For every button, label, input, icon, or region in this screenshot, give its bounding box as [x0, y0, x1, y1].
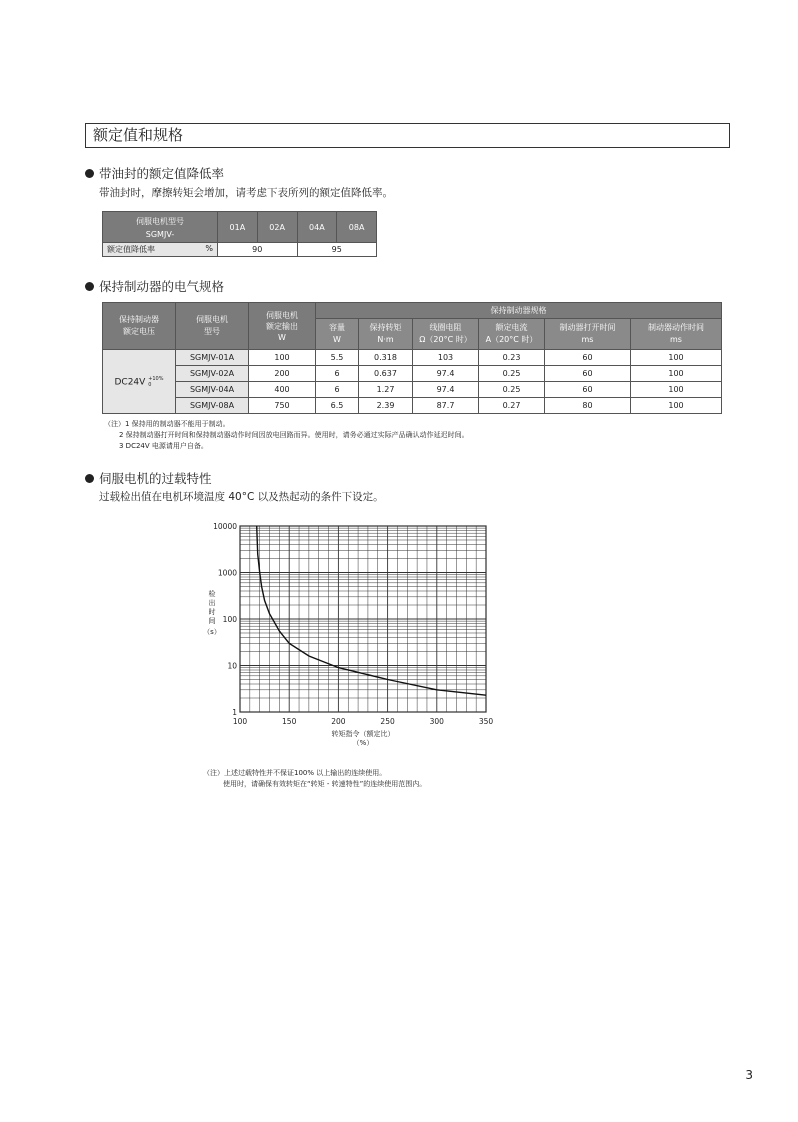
table-cell: 0.25	[479, 366, 545, 382]
note-line: （注）1 保持用的制动器不能用于制动。	[104, 420, 230, 428]
y-axis-label: 时	[208, 608, 216, 616]
table-cell: 6.5	[316, 398, 359, 414]
overload-heading	[85, 469, 212, 487]
table-cell: 5.5	[316, 350, 359, 366]
model-cell: SGMJV-01A	[176, 350, 249, 366]
capacity-header: 容量 W	[316, 319, 359, 350]
table-cell: 400	[249, 382, 316, 398]
code-cell: 01A	[218, 212, 258, 243]
model-label-cell	[103, 212, 218, 243]
x-axis-label: 转矩指令（额定比）	[331, 730, 395, 738]
rated-current-header: 额定电流 A（20°C 时）	[479, 319, 545, 350]
table-cell: 100	[631, 366, 722, 382]
x-tick-label: 200	[331, 717, 346, 726]
table-cell: 100	[631, 398, 722, 414]
x-tick-label: 150	[282, 717, 297, 726]
model-cell: SGMJV-08A	[176, 398, 249, 414]
voltage-header-line: 保持制动器	[119, 315, 159, 324]
section-title: 额定值和规格	[85, 123, 730, 148]
x-axis-unit: （%）	[352, 739, 374, 747]
voltage-cell	[103, 350, 176, 414]
release-time-header: 制动器打开时间 ms	[545, 319, 631, 350]
table-cell: 0.318	[359, 350, 413, 366]
table-cell: 750	[249, 398, 316, 414]
brake-spec-table	[102, 302, 722, 414]
overload-notes	[203, 768, 426, 790]
model-header-line: 型号	[204, 327, 220, 336]
y-axis-unit: （s）	[203, 628, 221, 636]
y-axis-label: 出	[208, 599, 216, 607]
voltage-value: DC24V	[114, 377, 146, 387]
model-prefix: SGMJV-	[145, 229, 175, 239]
table-cell: 97.4	[413, 366, 479, 382]
table-cell: 100	[631, 350, 722, 366]
derating-label: 额定值降低率	[107, 245, 155, 254]
oil-seal-heading-text: 带油封的额定值降低率	[99, 166, 225, 181]
derating-unit: %	[205, 244, 213, 253]
brake-heading	[85, 277, 224, 295]
table-row	[103, 366, 722, 382]
voltage-tolerance: +10% 0	[148, 375, 164, 388]
table-row	[103, 398, 722, 414]
holding-torque-header: 保持转矩 N·m	[359, 319, 413, 350]
model-header-line: 伺服电机	[196, 315, 228, 324]
table-cell: 200	[249, 366, 316, 382]
overload-chart-svg	[195, 518, 495, 758]
note-line: （注）上述过载特性并不保证100% 以上输出的连续使用。	[203, 769, 387, 777]
code-cell: 02A	[257, 212, 297, 243]
table-cell: 6	[316, 382, 359, 398]
table-cell: 0.23	[479, 350, 545, 366]
table-cell: 87.7	[413, 398, 479, 414]
table-cell: 6	[316, 366, 359, 382]
page-number: 3	[745, 1068, 753, 1082]
spec-header: 保持制动器规格	[316, 303, 722, 319]
y-tick-label: 1	[232, 708, 237, 717]
output-header-line: 伺服电机	[266, 310, 298, 320]
table-cell: 1.27	[359, 382, 413, 398]
table-row	[103, 382, 722, 398]
code-cell: 04A	[297, 212, 337, 243]
table-cell: 103	[413, 350, 479, 366]
note-line: 使用时，请确保有效转矩在“转矩 - 转速特性”的连续使用范围内。	[223, 780, 427, 788]
table-cell: 60	[545, 350, 631, 366]
table-cell: 0.25	[479, 382, 545, 398]
coil-resistance-header: 线圈电阻 Ω（20°C 时）	[413, 319, 479, 350]
y-axis-label: 检	[208, 590, 216, 598]
note-line: 3 DC24V 电源请用户自备。	[119, 442, 208, 450]
y-tick-label: 1000	[217, 568, 237, 578]
table-cell: 80	[545, 398, 631, 414]
table-cell: 2.39	[359, 398, 413, 414]
table-cell: 97.4	[413, 382, 479, 398]
bullet-icon	[85, 282, 94, 291]
table-row	[103, 350, 722, 366]
x-tick-label: 300	[429, 717, 444, 726]
voltage-header-line: 额定电压	[123, 327, 155, 336]
model-cell: SGMJV-04A	[176, 382, 249, 398]
oil-seal-heading	[85, 164, 224, 182]
output-header-line: 额定输出	[266, 321, 298, 331]
oil-seal-text: 带油封时，摩擦转矩会增加，请考虑下表所列的额定值降低率。	[99, 187, 393, 199]
bullet-icon	[85, 474, 94, 483]
y-axis-label: 间	[208, 617, 216, 625]
y-tick-label: 100	[222, 615, 237, 624]
output-header	[249, 303, 316, 350]
x-tick-label: 100	[232, 717, 248, 726]
table-cell: 100	[249, 350, 316, 366]
table-cell: 100	[631, 382, 722, 398]
y-tick-label: 10	[227, 661, 237, 671]
model-label: 伺服电机型号	[136, 216, 184, 226]
note-line: 2 保持制动器打开时间和保持制动器动作时间因放电回路而异。使用时，请务必通过实际产品确认动作延迟时间。	[119, 431, 469, 439]
code-cell: 08A	[337, 212, 377, 243]
brake-notes	[104, 419, 469, 452]
x-tick-label: 250	[380, 717, 395, 726]
output-header-line: W	[278, 332, 286, 342]
overload-heading-text: 伺服电机的过载特性	[99, 471, 212, 486]
derating-value: 90	[218, 243, 298, 257]
model-cell: SGMJV-02A	[176, 366, 249, 382]
operate-time-header: 制动器动作时间 ms	[631, 319, 722, 350]
table-cell: 60	[545, 382, 631, 398]
derating-label-cell	[103, 243, 218, 257]
x-tick-label: 350	[478, 717, 494, 726]
table-cell: 0.27	[479, 398, 545, 414]
voltage-header	[103, 303, 176, 350]
overload-chart	[195, 518, 495, 758]
table-cell: 60	[545, 366, 631, 382]
derating-table	[102, 211, 377, 257]
brake-heading-text: 保持制动器的电气规格	[99, 279, 225, 294]
table-cell: 0.637	[359, 366, 413, 382]
overload-text: 过载检出值在电机环境温度 40°C 以及热起动的条件下设定。	[99, 491, 384, 503]
derating-value: 95	[297, 243, 377, 257]
y-tick-label: 10000	[213, 522, 237, 531]
bullet-icon	[85, 169, 94, 178]
model-header	[176, 303, 249, 350]
